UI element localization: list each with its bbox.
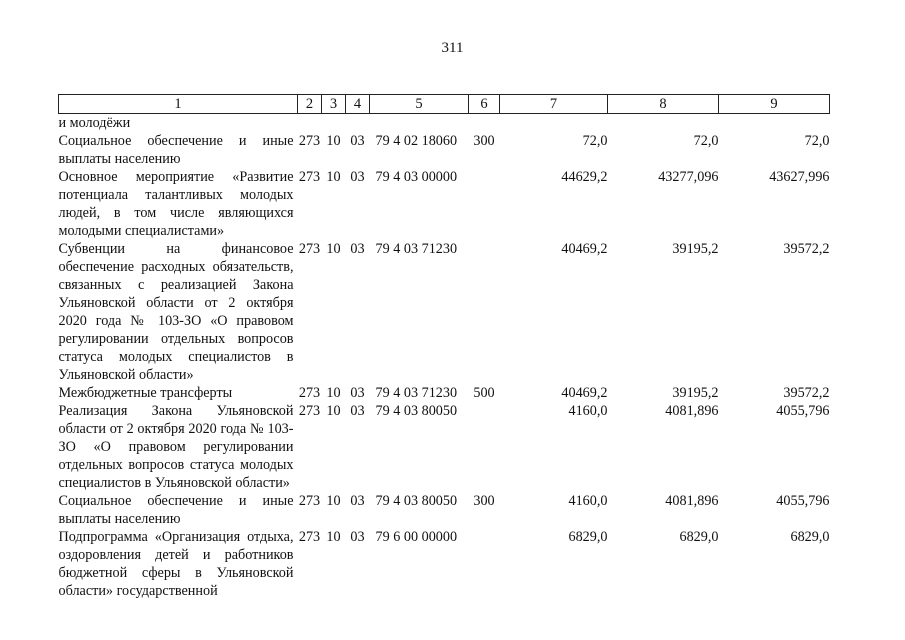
col-header-year2: 8 bbox=[608, 95, 719, 114]
row-admin: 273 bbox=[298, 241, 321, 257]
row-vr: 500 bbox=[473, 385, 495, 401]
row-csr: 79 4 03 80050 bbox=[375, 493, 458, 509]
row-section: 10 bbox=[326, 529, 341, 545]
row-vr bbox=[469, 168, 500, 240]
row-vr: 300 bbox=[473, 493, 495, 509]
row-year1: 4160,0 bbox=[568, 403, 608, 419]
row-name: Подпрограмма «Организация отдыха, оздоровления детей и работников бюджетной сферы в Ульяновской области» государственной bbox=[58, 529, 294, 599]
row-year2: 39195,2 bbox=[672, 241, 719, 257]
row-section: 10 bbox=[326, 133, 341, 149]
col-header-vr: 6 bbox=[469, 95, 500, 114]
table-row bbox=[59, 402, 830, 492]
table-row bbox=[59, 240, 830, 384]
row-year2: 4081,896 bbox=[665, 403, 719, 419]
row-csr: 79 4 03 71230 bbox=[375, 241, 458, 257]
row-section: 10 bbox=[326, 403, 341, 419]
col-header-year3: 9 bbox=[719, 95, 830, 114]
row-name: Социальное обеспечение и иные выплаты населению bbox=[58, 493, 294, 527]
row-name: Субвенции на финансовое обеспечение расходных обязательств, связанных с реализацией Закона Ульяновской области от 2 октября 2020 года № 103-ЗО «О правовом регулировании отдельных вопросов статуса молодых специалистов в Ульяновской области» bbox=[58, 241, 294, 383]
row-csr bbox=[370, 114, 469, 133]
row-csr: 79 4 03 80050 bbox=[375, 403, 458, 419]
row-admin: 273 bbox=[298, 133, 321, 149]
row-subsection: 03 bbox=[350, 241, 365, 257]
row-year2: 4081,896 bbox=[665, 493, 719, 509]
row-vr bbox=[469, 528, 500, 600]
row-year3: 39572,2 bbox=[783, 385, 830, 401]
row-year1: 40469,2 bbox=[561, 385, 608, 401]
row-year3: 6829,0 bbox=[790, 529, 830, 545]
row-admin: 273 bbox=[298, 529, 321, 545]
table-row bbox=[59, 492, 830, 528]
row-year1: 4160,0 bbox=[568, 493, 608, 509]
row-vr bbox=[469, 240, 500, 384]
row-year3: 4055,796 bbox=[776, 493, 830, 509]
row-year1 bbox=[500, 114, 608, 133]
row-section: 10 bbox=[326, 169, 341, 185]
row-subsection: 03 bbox=[350, 385, 365, 401]
row-name: Основное мероприятие «Развитие потенциала талантливых молодых людей, в том числе являющихся молодыми специалистами» bbox=[58, 169, 294, 239]
row-csr: 79 6 00 00000 bbox=[375, 529, 458, 545]
col-header-year1: 7 bbox=[500, 95, 608, 114]
row-admin bbox=[298, 114, 322, 133]
row-admin: 273 bbox=[298, 385, 321, 401]
row-name: Реализация Закона Ульяновской области от 2 октября 2020 года № 103-ЗО «О правовом регулировании отдельных вопросов статуса молодых специалистов в Ульяновской области» bbox=[58, 403, 294, 491]
row-admin: 273 bbox=[298, 493, 321, 509]
row-section bbox=[322, 114, 346, 133]
row-name: Социальное обеспечение и иные выплаты населению bbox=[58, 133, 294, 167]
row-vr bbox=[469, 114, 500, 133]
row-section: 10 bbox=[326, 493, 341, 509]
col-header-admin: 2 bbox=[298, 95, 322, 114]
row-vr: 300 bbox=[473, 133, 495, 149]
row-year3: 43627,996 bbox=[769, 169, 830, 185]
col-header-subsection: 4 bbox=[346, 95, 370, 114]
table-row bbox=[59, 528, 830, 600]
header-row bbox=[59, 95, 830, 114]
row-section: 10 bbox=[326, 385, 341, 401]
col-header-name: 1 bbox=[59, 95, 298, 114]
row-year3 bbox=[719, 114, 830, 133]
row-admin: 273 bbox=[298, 169, 321, 185]
row-name: Межбюджетные трансферты bbox=[58, 385, 233, 401]
row-csr: 79 4 03 71230 bbox=[375, 385, 458, 401]
row-year1: 72,0 bbox=[582, 133, 608, 149]
row-year3: 4055,796 bbox=[776, 403, 830, 419]
row-year2: 6829,0 bbox=[679, 529, 719, 545]
table-row bbox=[59, 168, 830, 240]
budget-table bbox=[58, 94, 830, 600]
page-number: 311 bbox=[441, 40, 464, 56]
row-year1: 44629,2 bbox=[561, 169, 608, 185]
row-year1: 40469,2 bbox=[561, 241, 608, 257]
row-csr: 79 4 03 00000 bbox=[375, 169, 458, 185]
row-subsection: 03 bbox=[350, 529, 365, 545]
row-admin: 273 bbox=[298, 403, 321, 419]
row-subsection: 03 bbox=[350, 403, 365, 419]
row-subsection: 03 bbox=[350, 133, 365, 149]
row-csr: 79 4 02 18060 bbox=[375, 133, 458, 149]
row-year2: 72,0 bbox=[693, 133, 719, 149]
row-subsection: 03 bbox=[350, 169, 365, 185]
row-year2 bbox=[608, 114, 719, 133]
row-section: 10 bbox=[326, 241, 341, 257]
table-row bbox=[59, 114, 830, 133]
table-row bbox=[59, 132, 830, 168]
col-header-csr: 5 bbox=[370, 95, 469, 114]
row-year1: 6829,0 bbox=[568, 529, 608, 545]
row-year2: 39195,2 bbox=[672, 385, 719, 401]
row-name: и молодёжи bbox=[58, 115, 131, 131]
table-row bbox=[59, 384, 830, 402]
row-vr bbox=[469, 402, 500, 492]
row-year3: 72,0 bbox=[804, 133, 830, 149]
row-year3: 39572,2 bbox=[783, 241, 830, 257]
row-year2: 43277,096 bbox=[658, 169, 719, 185]
row-subsection: 03 bbox=[350, 493, 365, 509]
row-subsection bbox=[346, 114, 370, 133]
col-header-section: 3 bbox=[322, 95, 346, 114]
